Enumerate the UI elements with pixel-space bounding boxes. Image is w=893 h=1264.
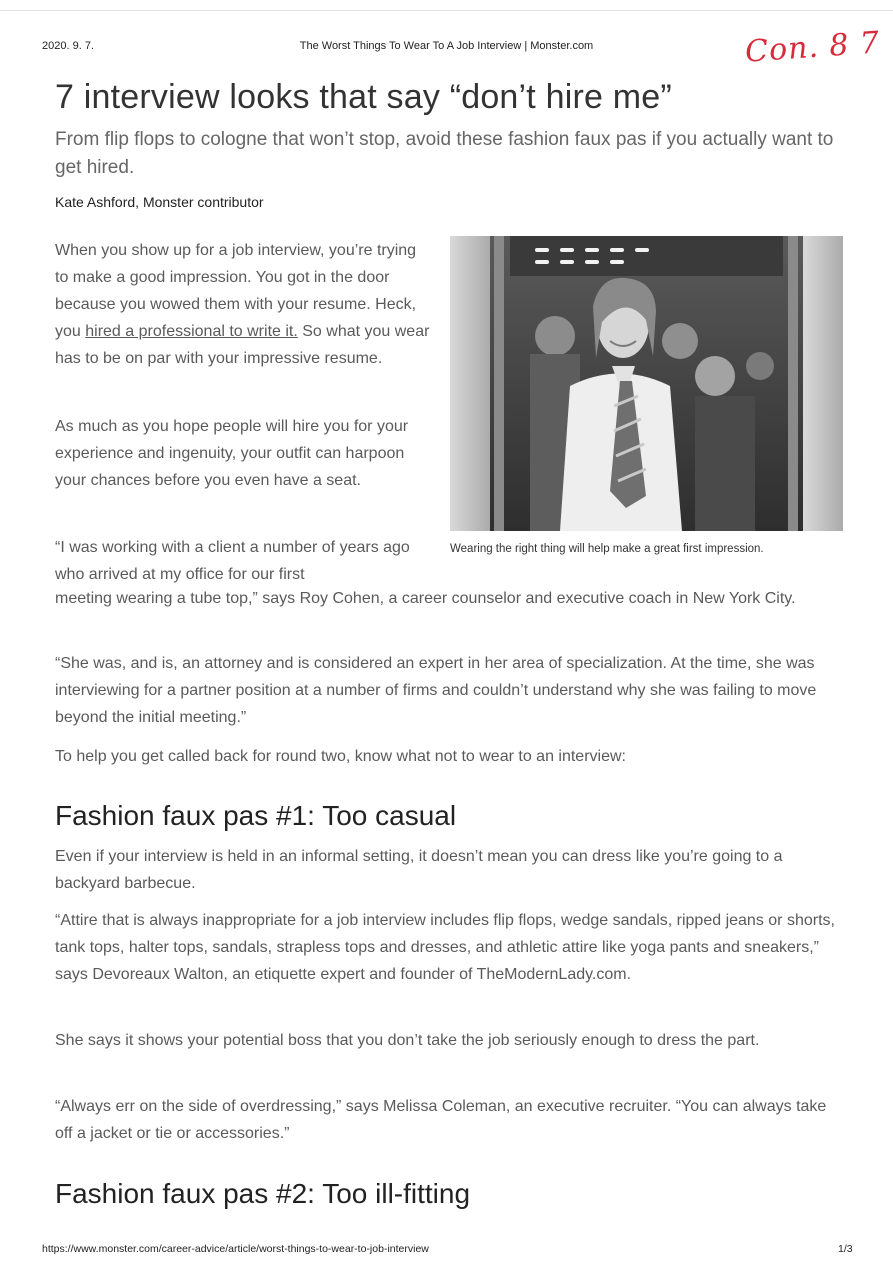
article-title: 7 interview looks that say “don’t hire me”	[55, 78, 672, 116]
paragraph-round-two: To help you get called back for round two, know what not to wear to an interview:	[55, 748, 626, 765]
handwritten-note: Con. 8 7	[743, 25, 882, 70]
paragraph-quote-start: “I was working with a client a number of years ago who arrived at my office for our first	[55, 539, 410, 583]
heading-too-casual: Fashion faux pas #1: Too casual	[55, 800, 457, 831]
print-footer-url: https://www.monster.com/career-advice/article/worst-things-to-wear-to-job-interview	[42, 1243, 429, 1255]
print-date: 2020. 9. 7.	[42, 40, 94, 52]
paragraph-outfit: As much as you hope people will hire you for your experience and ingenuity, your outfit can harpoon your chances before you even have a seat.	[55, 418, 409, 489]
print-page-number: 1/3	[838, 1243, 853, 1255]
heading-too-ill-fitting: Fashion faux pas #2: Too ill-fitting	[55, 1178, 471, 1209]
paragraph-overdressing: “Always err on the side of overdressing,” says Melissa Coleman, an executive recruiter. “You can always take off a jacket or tie or accessories.”	[55, 1098, 827, 1142]
paragraph-casual-setting: Even if your interview is held in an informal setting, it doesn’t mean you can dress like you’re going to a backyard barbecue.	[55, 848, 783, 892]
paragraph-intro-text-2: So what you wear has to be on par with your impressive resume.	[55, 323, 430, 367]
paragraph-potential-boss: She says it shows your potential boss that you don’t take the job seriously enough to dress the part.	[55, 1032, 760, 1049]
article-author: Kate Ashford, Monster contributor	[55, 194, 264, 210]
paragraph-inappropriate-attire: “Attire that is always inappropriate for a job interview includes flip flops, wedge sandals, ripped jeans or shorts, tank tops, halter tops, sandals, strapless tops and dresses, and athletic attire like yoga pants and sneakers,” says Devoreaux Walton, an etiquette expert and founder of TheModernLady.com.	[55, 912, 835, 983]
article-photo	[450, 236, 843, 531]
print-header-title: The Worst Things To Wear To A Job Interview | Monster.com	[299, 40, 594, 52]
paragraph-intro-text-1: When you show up for a job interview, you’re trying to make a good impression. You got in the door because you wowed them with your resume. Heck, you	[55, 242, 417, 340]
paragraph-attorney: “She was, and is, an attorney and is considered an expert in her area of specialization. At the time, she was interviewing for a partner position at a number of firms and couldn’t understand why she was failing to move beyond the initial meeting.”	[55, 655, 817, 726]
paragraph-intro	[55, 237, 430, 372]
photo-caption: Wearing the right thing will help make a great first impression.	[450, 543, 764, 555]
paragraph-quote-continued: meeting wearing a tube top,” says Roy Cohen, a career counselor and executive coach in New York City.	[55, 590, 796, 607]
article-subtitle: From flip flops to cologne that won’t stop, avoid these fashion faux pas if you actually want to get hired.	[55, 129, 834, 178]
top-border	[0, 10, 893, 11]
hired-professional-link[interactable]: hired a professional to write it.	[85, 323, 298, 340]
